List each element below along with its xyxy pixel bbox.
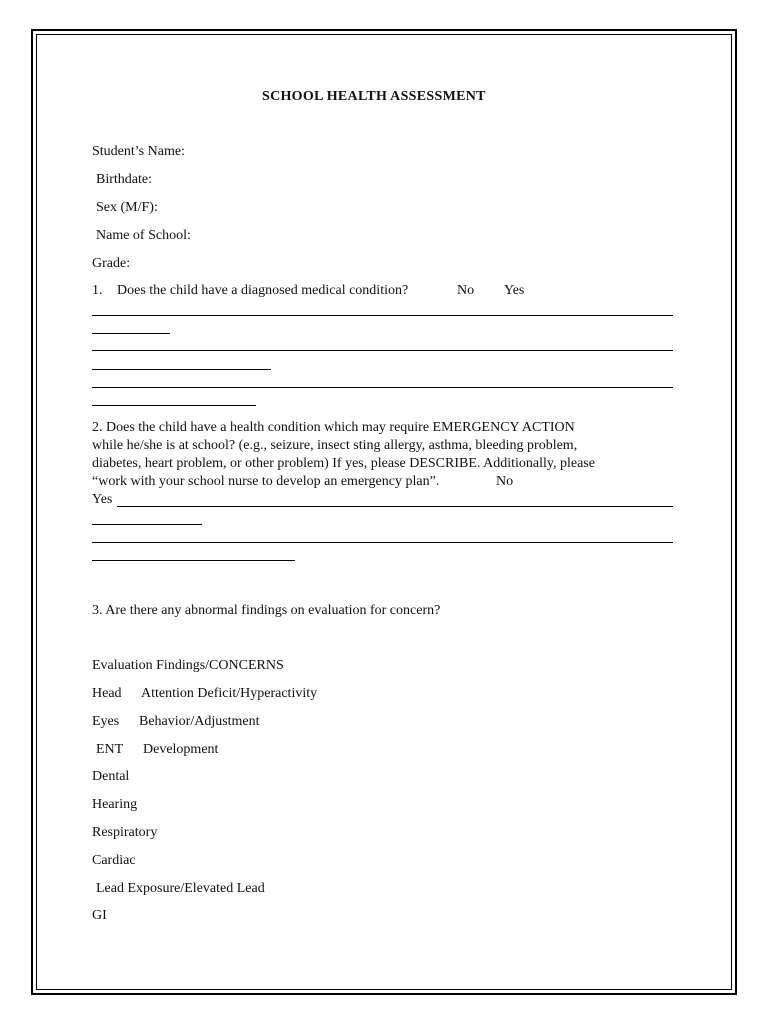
school-name-label: Name of School:: [96, 228, 191, 243]
q3-text: 3. Are there any abnormal findings on evaluation for concern?: [92, 603, 441, 618]
q1-answer-line[interactable]: [92, 405, 256, 406]
q2-line: diabetes, heart problem, or other problem) If yes, please DESCRIBE. Additionally, please: [92, 456, 595, 471]
finding-hearing: Hearing: [92, 797, 138, 812]
q1-answer-line[interactable]: [92, 350, 673, 351]
finding-ent: ENT: [96, 742, 124, 757]
q1-number: 1.: [92, 283, 103, 298]
q1-text: Does the child have a diagnosed medical condition?: [117, 283, 409, 298]
finding-gi: GI: [92, 908, 107, 923]
q2-no-option[interactable]: No: [496, 474, 514, 489]
student-name-label: Student’s Name:: [92, 144, 185, 159]
q1-yes-option[interactable]: Yes: [504, 283, 525, 298]
finding-dental: Dental: [92, 769, 130, 784]
q2-yes-option[interactable]: Yes: [92, 492, 113, 507]
q2-answer-line[interactable]: [92, 560, 295, 561]
finding-lead-exposure: Lead Exposure/Elevated Lead: [96, 881, 265, 896]
q1-answer-line[interactable]: [92, 387, 673, 388]
q2-line: “work with your school nurse to develop an emergency plan”.: [92, 474, 440, 489]
form-title: SCHOOL HEALTH ASSESSMENT: [262, 89, 486, 104]
birthdate-label: Birthdate:: [96, 172, 152, 187]
finding-head: Head: [92, 686, 122, 701]
q2-answer-line[interactable]: [92, 524, 202, 525]
finding-eyes: Eyes: [92, 714, 120, 729]
q1-answer-line[interactable]: [92, 369, 271, 370]
q2-line: 2. Does the child have a health condition which may require EMERGENCY ACTION: [92, 420, 575, 435]
q1-no-option[interactable]: No: [457, 283, 475, 298]
finding-attention-deficit: Attention Deficit/Hyperactivity: [141, 686, 318, 701]
finding-development: Development: [143, 742, 219, 757]
q2-answer-line[interactable]: [117, 506, 673, 507]
finding-cardiac: Cardiac: [92, 853, 136, 868]
q2-question: [92, 419, 672, 491]
finding-respiratory: Respiratory: [92, 825, 158, 840]
evaluation-heading: Evaluation Findings/CONCERNS: [92, 658, 284, 673]
sex-label: Sex (M/F):: [96, 200, 158, 215]
grade-label: Grade:: [92, 256, 131, 271]
q2-answer-line[interactable]: [92, 542, 673, 543]
finding-behavior: Behavior/Adjustment: [139, 714, 260, 729]
q1-answer-line[interactable]: [92, 333, 170, 334]
q2-line: while he/she is at school? (e.g., seizure, insect sting allergy, asthma, bleeding problem,: [92, 438, 578, 453]
q1-answer-line[interactable]: [92, 315, 673, 316]
